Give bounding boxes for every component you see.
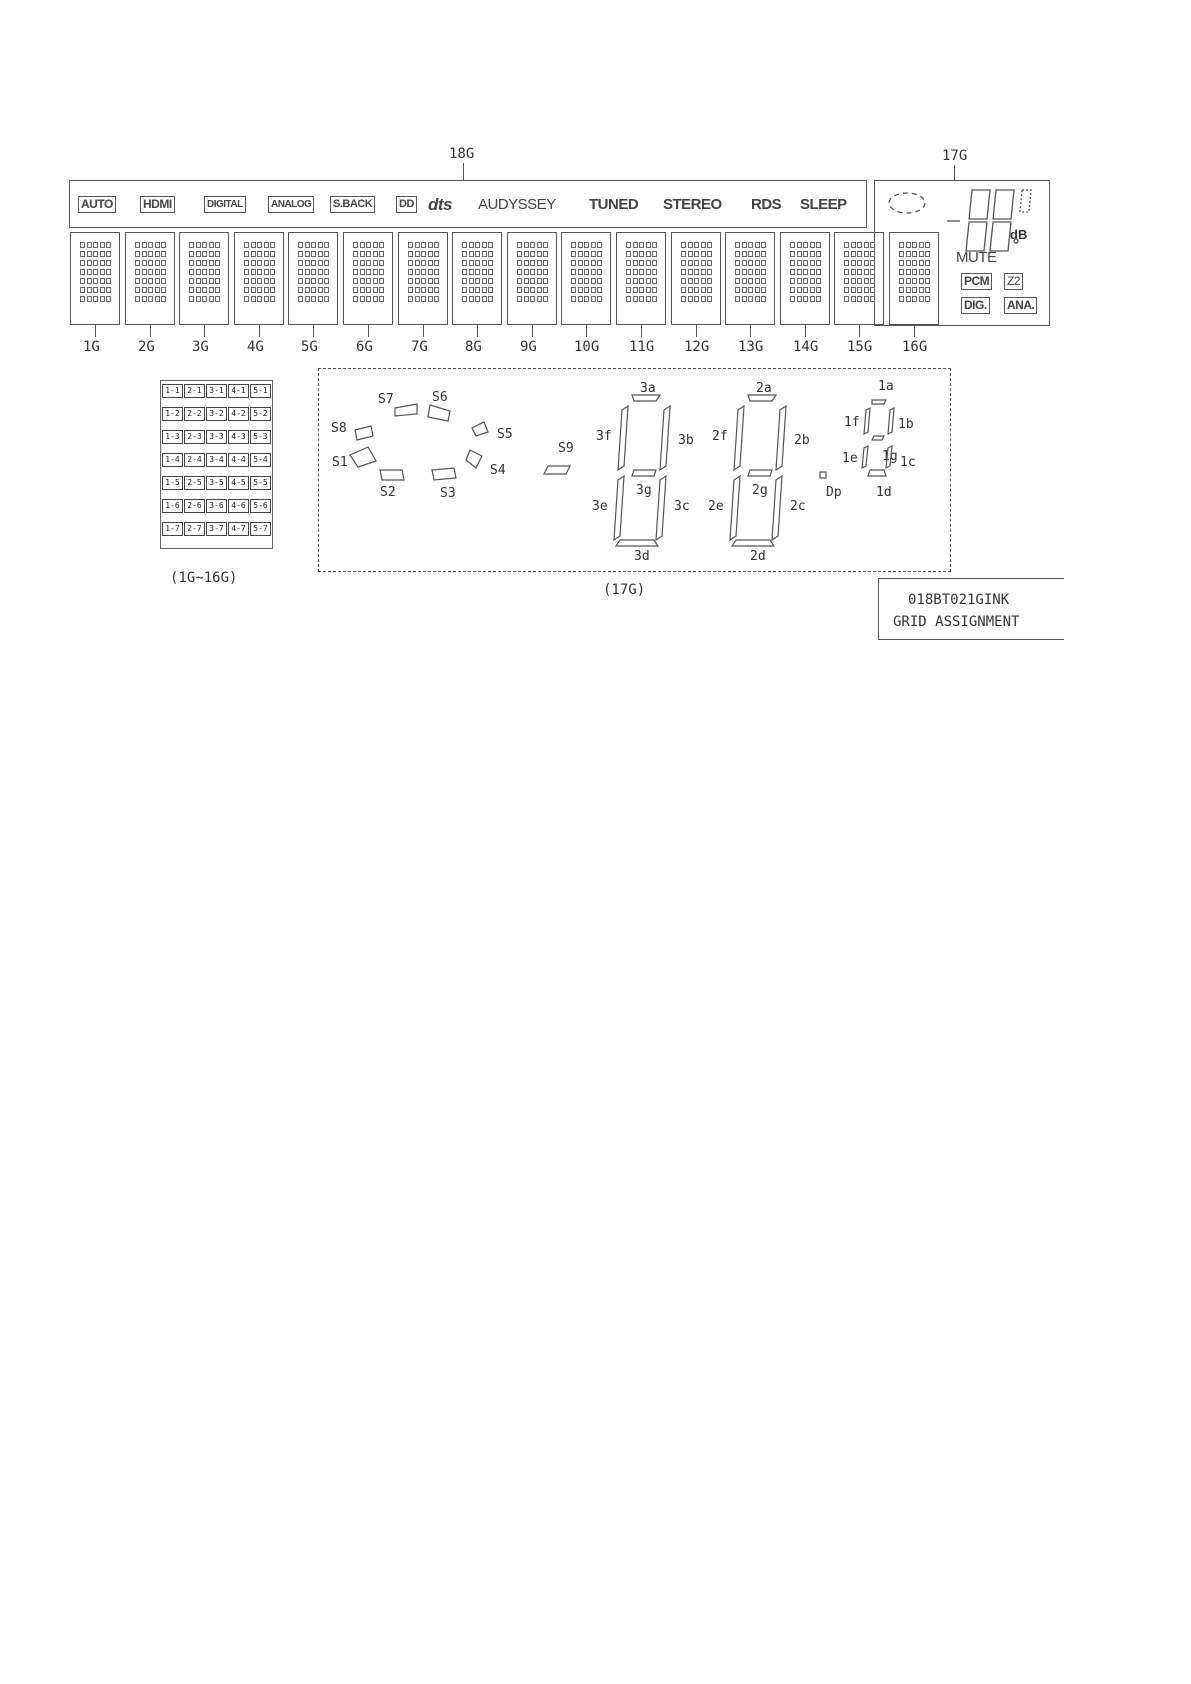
digit3-segment-label: 3d xyxy=(634,549,650,564)
matrix-cell: 4-4 xyxy=(228,453,249,467)
segment-s xyxy=(395,404,417,416)
matrix-cell: 4-1 xyxy=(228,384,249,398)
title-code: 018BT021GINK xyxy=(908,592,1010,608)
digit1-label: 1e xyxy=(842,451,858,466)
matrix-cell: 4-7 xyxy=(228,522,249,536)
matrix-cell: 2-2 xyxy=(184,407,205,421)
matrix-cell: 2-6 xyxy=(184,499,205,513)
digit2-segment xyxy=(732,540,774,546)
segment-s xyxy=(466,450,482,468)
grid-label: 1G xyxy=(83,339,100,355)
segment-label-s: S4 xyxy=(490,463,506,478)
digit1-segment xyxy=(864,408,870,434)
digit3-segment xyxy=(618,406,628,470)
matrix-cell: 5-1 xyxy=(250,384,271,398)
segment-label-s: S5 xyxy=(497,427,513,442)
grid-label: 4G xyxy=(247,339,264,355)
indicator-pcm: PCM xyxy=(961,273,992,290)
matrix-cell: 3-7 xyxy=(206,522,227,536)
matrix-cell: 5-7 xyxy=(250,522,271,536)
digit1-segment xyxy=(868,470,886,476)
matrix-cell: 2-5 xyxy=(184,476,205,490)
indicator-sback: S.BACK xyxy=(330,196,375,213)
matrix-cell: 3-1 xyxy=(206,384,227,398)
matrix-cell: 2-4 xyxy=(184,453,205,467)
digit3-segment-label: 3f xyxy=(596,429,612,444)
segment-s xyxy=(432,468,456,480)
digit3-segment-label: 3g xyxy=(636,483,652,498)
matrix-cell: 2-7 xyxy=(184,522,205,536)
digit1-label: 1c xyxy=(900,455,916,470)
matrix-cell: 1-1 xyxy=(162,384,183,398)
segments-caption: (17G) xyxy=(603,582,646,598)
segment-s xyxy=(544,466,570,474)
segment-label-s: S3 xyxy=(440,486,456,501)
indicator-stereo: STEREO xyxy=(663,196,722,213)
grid-label: 3G xyxy=(192,339,209,355)
digit3-segment xyxy=(632,470,656,476)
digit2-segment-label: 2e xyxy=(708,499,724,514)
segment-s xyxy=(380,470,404,480)
digit2-segment-label: 2a xyxy=(756,381,772,396)
grid-label: 13G xyxy=(738,339,764,355)
grid-label: 12G xyxy=(684,339,710,355)
digit3-segment-label: 3b xyxy=(678,433,694,448)
digit2-segment xyxy=(748,470,772,476)
segment-s xyxy=(428,405,450,421)
digit2-segment xyxy=(776,406,786,470)
matrix-cell: 3-6 xyxy=(206,499,227,513)
matrix-cell: 4-2 xyxy=(228,407,249,421)
digit3-segment xyxy=(656,476,666,540)
matrix-cell: 5-3 xyxy=(250,430,271,444)
digit3-segment xyxy=(660,406,670,470)
grid-label: 16G xyxy=(902,339,928,355)
matrix-cell: 1-2 xyxy=(162,407,183,421)
indicator-audyssey: AUDYSSEY xyxy=(478,196,556,213)
grid-label: 2G xyxy=(138,339,155,355)
digit2-segment xyxy=(734,406,744,470)
matrix-cell: 1-3 xyxy=(162,430,183,444)
matrix-cell: 3-2 xyxy=(206,407,227,421)
grid-label: 9G xyxy=(520,339,537,355)
matrix-cell: 5-2 xyxy=(250,407,271,421)
indicator-mute: MUTE xyxy=(956,249,997,266)
digit1-segment xyxy=(862,446,868,468)
digit2-segment xyxy=(730,476,740,540)
indicator-dd: DD xyxy=(396,196,417,213)
grid-label: 8G xyxy=(465,339,482,355)
digit2-segment-label: 2c xyxy=(790,499,806,514)
digit1-label: 1a xyxy=(878,379,894,394)
matrix-cell: 4-6 xyxy=(228,499,249,513)
matrix-cell: 3-5 xyxy=(206,476,227,490)
digit1-segment xyxy=(872,436,884,440)
digit1-label: 1d xyxy=(876,485,892,500)
digit1-segment xyxy=(888,408,894,434)
digit2-segment-label: 2d xyxy=(750,549,766,564)
digit2-segment-label: 2f xyxy=(712,429,728,444)
matrix-cell: 5-6 xyxy=(250,499,271,513)
matrix-cell: 5-5 xyxy=(250,476,271,490)
decimal-point-label: Dp xyxy=(826,485,842,500)
matrix-cell: 2-1 xyxy=(184,384,205,398)
unit-db: dB xyxy=(1010,227,1028,242)
matrix-cell: 2-3 xyxy=(184,430,205,444)
indicator-rds: RDS xyxy=(751,196,782,213)
digit3-segment-label: 3e xyxy=(592,499,608,514)
decimal-point xyxy=(820,472,826,478)
indicator-auto: AUTO xyxy=(78,196,116,213)
matrix-cell: 1-6 xyxy=(162,499,183,513)
digit1-label: 1f xyxy=(844,415,860,430)
segment-label-s: S9 xyxy=(558,441,574,456)
segment-label-s: S2 xyxy=(380,485,396,500)
grid-label: 6G xyxy=(356,339,373,355)
matrix-caption: (1G~16G) xyxy=(170,570,238,586)
digit3-segment xyxy=(614,476,624,540)
indicator-tuned: TUNED xyxy=(589,196,639,213)
digit1-segment xyxy=(872,400,886,404)
matrix-cell: 4-5 xyxy=(228,476,249,490)
segment-label-s: S7 xyxy=(378,392,394,407)
indicator-sleep: SLEEP xyxy=(800,196,847,213)
label-17g: 17G xyxy=(942,148,968,164)
segment-s xyxy=(350,447,376,467)
matrix-cell: 5-4 xyxy=(250,453,271,467)
segment-label-s: S6 xyxy=(432,390,448,405)
digit1-label: 1b xyxy=(898,417,914,432)
segment-s xyxy=(355,426,373,440)
indicator-dts: dts xyxy=(428,195,452,214)
label-18g: 18G xyxy=(449,146,475,162)
matrix-cell: 1-7 xyxy=(162,522,183,536)
indicator-dig: DIG. xyxy=(961,297,990,314)
segment-label-s: S1 xyxy=(332,455,348,470)
grid-label: 5G xyxy=(301,339,318,355)
grid-label: 11G xyxy=(629,339,655,355)
matrix-cell: 1-4 xyxy=(162,453,183,467)
digit2-segment-label: 2g xyxy=(752,483,768,498)
digit3-segment-label: 3c xyxy=(674,499,690,514)
indicator-digital: DIGITAL xyxy=(204,196,246,213)
matrix-cell: 4-3 xyxy=(228,430,249,444)
digit2-segment xyxy=(772,476,782,540)
indicator-analog: ANALOG xyxy=(268,196,314,213)
matrix-cell: 3-3 xyxy=(206,430,227,444)
digit-display-17g xyxy=(889,190,1031,251)
grid-label: 15G xyxy=(847,339,873,355)
title-name: GRID ASSIGNMENT xyxy=(893,614,1020,630)
matrix-cell: 3-4 xyxy=(206,453,227,467)
grid-label: 7G xyxy=(411,339,428,355)
indicator-hdmi: HDMI xyxy=(140,196,175,213)
segment-label-s: S8 xyxy=(331,421,347,436)
segment-s xyxy=(472,422,488,436)
digit3-segment-label: 3a xyxy=(640,381,656,396)
digit1-label: 1g xyxy=(882,449,898,464)
matrix-cell: 1-5 xyxy=(162,476,183,490)
digit2-segment-label: 2b xyxy=(794,433,810,448)
indicator-z2: Z2 xyxy=(1004,273,1023,290)
grid-label: 14G xyxy=(793,339,819,355)
indicator-ana: ANA. xyxy=(1004,297,1037,314)
digit3-segment xyxy=(616,540,658,546)
grid-label: 10G xyxy=(574,339,600,355)
